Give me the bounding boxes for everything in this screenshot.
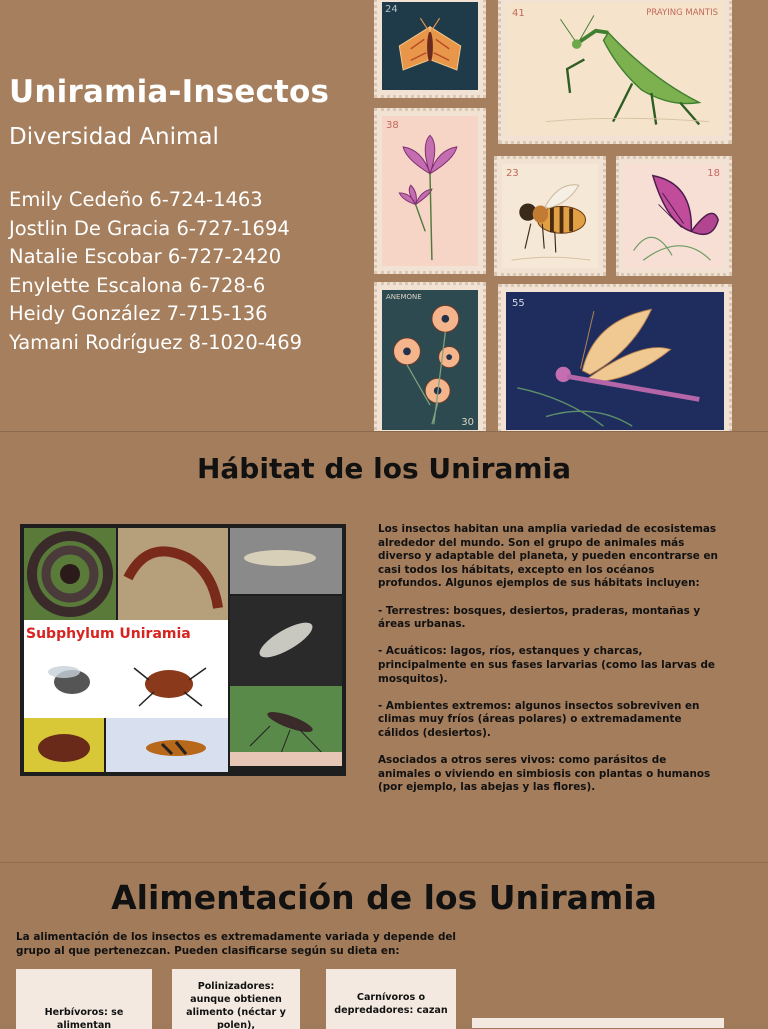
stamp-number: 41 xyxy=(512,8,525,19)
stamp-number: 18 xyxy=(707,168,720,179)
beetle-photo xyxy=(24,718,104,772)
stamp-label: PRAYING MANTIS xyxy=(646,8,718,18)
moth-stamp xyxy=(374,0,486,98)
subphylum-label: Subphylum Uniramia xyxy=(26,626,191,642)
mosquito-photo xyxy=(230,686,342,766)
habitat-paragraph: - Acuáticos: lagos, ríos, estanques y charcas, principalmente en sus fases larvarias (como las larvas de mosquitos). xyxy=(378,645,715,685)
mosquito-icon xyxy=(230,686,342,766)
feeding-intro: La alimentación de los insectos es extremadamente variada y depende del grupo al que pertenezcan. Pueden clasificarse según su dieta en: xyxy=(16,931,456,957)
moth-icon xyxy=(382,2,478,90)
lotus-stamp xyxy=(374,108,486,274)
author-item: Enylette Escalona 6-728-6 xyxy=(9,273,266,297)
insect-collage-image xyxy=(20,524,346,776)
herbivores-card xyxy=(16,969,152,1029)
card-text: Herbívoros: se alimentan xyxy=(44,1007,124,1029)
author-item: Jostlin De Gracia 6-727-1694 xyxy=(9,216,290,240)
card-partial xyxy=(472,1018,724,1028)
butterfly-stamp xyxy=(616,156,732,276)
card-text: Carnívoros o depredadores: cazan xyxy=(334,992,448,1016)
habitat-paragraph: - Ambientes extremos: algunos insectos sobreviven en climas muy fríos (áreas polares) o extremadamente cálidos (desiertos). xyxy=(378,699,700,739)
bee-icon xyxy=(502,164,598,268)
cover-title: Uniramia-Insectos xyxy=(9,74,330,110)
habitat-paragraph: Los insectos habitan una amplia variedad de ecosistemas alrededor del mundo. Son el grupo de animales más diverso y adaptable del planeta, y pueden encontrarse en casi todos los hábitats, excepto en los océanos profundos. Algunos ejemplos de sus hábitats incluyen: xyxy=(378,523,718,590)
millipede-photo xyxy=(24,528,116,620)
pollinators-card xyxy=(172,969,300,1029)
wasp-photo xyxy=(106,718,228,772)
dragonfly-icon xyxy=(506,292,724,430)
mantis-icon xyxy=(506,2,724,136)
lotus-icon xyxy=(382,116,478,266)
butterfly-icon xyxy=(624,164,724,268)
stamp-number: 24 xyxy=(385,4,398,15)
anemone-icon xyxy=(382,290,478,430)
cover-slide xyxy=(0,0,768,432)
wasp-icon xyxy=(106,718,228,772)
author-list xyxy=(9,186,302,358)
stamp-number: 30 xyxy=(461,417,474,428)
dragonfly-stamp xyxy=(498,284,732,432)
silverfish-icon xyxy=(230,596,342,686)
author-item: Heidy González 7-715-136 xyxy=(9,302,268,326)
author-item: Yamani Rodríguez 8-1020-469 xyxy=(9,330,303,354)
anemone-stamp xyxy=(374,282,486,432)
feeding-title: Alimentación de los Uniramia xyxy=(111,878,657,917)
cover-subtitle: Diversidad Animal xyxy=(9,124,219,150)
author-item: Emily Cedeño 6-724-1463 xyxy=(9,188,263,211)
habitat-title: Hábitat de los Uniramia xyxy=(196,452,572,485)
springtail-photo xyxy=(230,596,342,686)
habitat-description xyxy=(378,523,718,808)
isopod-icon xyxy=(230,528,342,594)
stamp-number: 38 xyxy=(386,120,399,131)
stamp-label: ANEMONE xyxy=(386,293,422,301)
stamp-number: 23 xyxy=(506,168,519,179)
habitat-paragraph: - Terrestres: bosques, desiertos, praderas, montañas y áreas urbanas. xyxy=(378,604,701,631)
mantis-stamp xyxy=(498,0,732,144)
centipede-photo xyxy=(118,528,228,620)
carnivores-card xyxy=(326,969,456,1029)
centipede-icon xyxy=(118,528,228,620)
author-item: Natalie Escobar 6-727-2420 xyxy=(9,245,282,269)
bee-stamp xyxy=(494,156,606,276)
rhino-beetle-icon xyxy=(24,718,104,772)
millipede-icon xyxy=(24,528,116,620)
card-text: Polinizadores: aunque obtienen alimento (néctar y polen), xyxy=(186,981,286,1029)
silverfish-photo xyxy=(230,528,342,594)
stamp-number: 55 xyxy=(512,298,525,309)
stamp-collage xyxy=(372,0,768,432)
habitat-paragraph: Asociados a otros seres vivos: como parásitos de animales o viviendo en simbiosis con plantas o humanos (por ejemplo, las abejas y las flores). xyxy=(378,754,711,794)
